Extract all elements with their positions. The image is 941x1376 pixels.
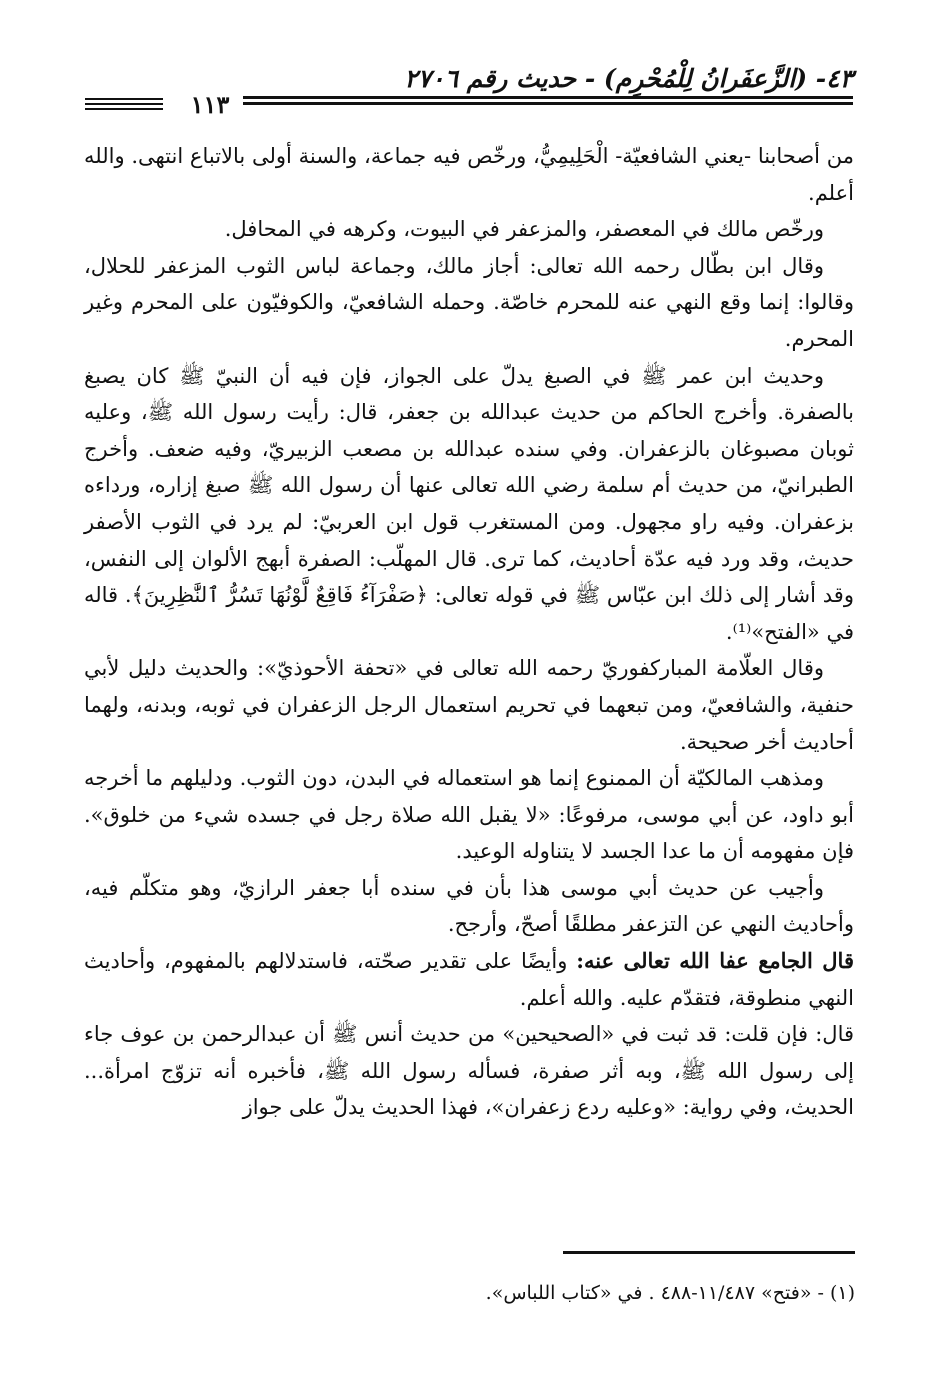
paragraph xyxy=(84,870,854,943)
paragraph-text: قال: فإن قلت: قد ثبت في «الصحيحين» من حديث أنس ﷺ أن عبدالرحمن بن عوف جاء إلى رسول الله ﷺ، وبه أثر صفرة، فسأله رسول الله ﷺ، فأخبره أنه تزوّج امرأة... الحديث، وفي رواية: «وعليه ردع زعفران»، فهذا الحديث يدلّ على جواز xyxy=(84,1022,854,1120)
header-rule xyxy=(243,102,853,105)
header-rule xyxy=(85,98,163,100)
paragraph-text: من أصحابنا -يعني الشافعيّة- الْحَلِيمِيُّ، ورخّص فيه جماعة، والسنة أولى بالاتباع انتهى. والله أعلم. xyxy=(84,144,854,205)
chapter-title: ٤٣- (الزَّعفَرانُ لِلْمُحْرِم) - حديث رقم ٢٧٠٦ xyxy=(404,64,853,93)
paragraph-text: وأجيب عن حديث أبي موسى هذا بأن في سنده أبا جعفر الرازيّ، وهو متكلّم فيه، وأحاديث النهي عن التزعفر مطلقًا أصحّ، وأرجح. xyxy=(84,875,854,937)
paragraph xyxy=(84,138,854,211)
header-rule xyxy=(85,103,163,105)
paragraph xyxy=(84,760,854,870)
paragraph-lead: قال الجامع عفا الله تعالى عنه: xyxy=(576,948,854,974)
paragraph xyxy=(84,211,854,248)
paragraph-text: وقال ابن بطّال رحمه الله تعالى: أجاز مالك، وجماعة لباس الثوب المزعفر للحلال، وقالوا: إنما وقع النهي عنه للمحرم خاصّة. وحمله الشافعيّ، والكوفيّون على المحرم وغير المحرم. xyxy=(84,253,854,351)
paragraph-text: ومذهب المالكيّة أن الممنوع إنما هو استعماله في البدن، دون الثوب. ودليلهم ما أخرجه أبو داود، عن أبي موسى، مرفوعًا: «لا يقبل الله صلاة رجل في جسده شيء من خلوق». فإن مفهومه أن ما عدا الجسد لا يتناوله الوعيد. xyxy=(84,766,854,864)
paragraph xyxy=(84,1016,854,1126)
footnote-separator xyxy=(563,1251,855,1254)
header-rule xyxy=(243,96,853,99)
paragraph xyxy=(84,650,854,760)
paragraph-text: وأيضًا على تقدير صحّته، فاستدلالهم بالمفهوم، وأحاديث النهي منطوقة، فتقدّم عليه. والله أعلم. xyxy=(84,949,854,1010)
header-rule xyxy=(85,108,163,110)
paragraph-text: وقال العلّامة المباركفوريّ رحمه الله تعالى في «تحفة الأحوذيّ»: والحديث دليل لأبي حنفية، والشافعيّ، ومن تبعهما في تحريم استعمال الرجل الزعفران في ثوبه، وبدنه، ولهما أحاديث أخر صحيحة. xyxy=(84,656,854,754)
paragraph-text: ورخّص مالك في المعصفر، والمزعفر في البيوت، وكرهه في المحافل. xyxy=(224,217,824,242)
footnote: (١) - «فتح» ١١/٤٨٧-٤٨٨ . في «كتاب اللباس». xyxy=(485,1282,855,1304)
main-text xyxy=(84,138,854,1126)
paragraph-text: وحديث ابن عمر ﷺ في الصبغ يدلّ على الجواز، فإن فيه أن النبيّ ﷺ كان يصبغ بالصفرة. وأخرج الحاكم من حديث عبدالله بن جعفر، قال: رأيت رسول الله ﷺ، وعليه ثوبان مصبوغان بالزعفران. وفي سنده عبدالله بن مصعب الزبيريّ، وفيه ضعف. وأخرج الطبرانيّ، من حديث أم سلمة رضي الله تعالى عنها أن رسول الله ﷺ صبغ إزاره، ورداءه بزعفران. وفيه راو مجهول. ومن المستغرب قول ابن العربيّ: لم يرد في الثوب الأصفر حديث، وقد ورد فيه عدّة أحاديث، كما ترى. قال المهلّب: الصفرة أبهج الألوان إلى النفس، وقد أشار إلى ذلك ابن عبّاس ﷺ في قوله تعالى: ﴿صَفْرَآءُ فَاقِعٌ لَّوْنُهَا تَسُرُّ ٱلنَّٰظِرِينَ﴾. قاله في «الفتح»⁽¹⁾. xyxy=(84,363,854,644)
paragraph xyxy=(84,358,854,651)
page-number: ١١٣ xyxy=(190,90,230,119)
paragraph xyxy=(84,943,854,1016)
paragraph xyxy=(84,248,854,358)
page-header xyxy=(85,58,853,118)
